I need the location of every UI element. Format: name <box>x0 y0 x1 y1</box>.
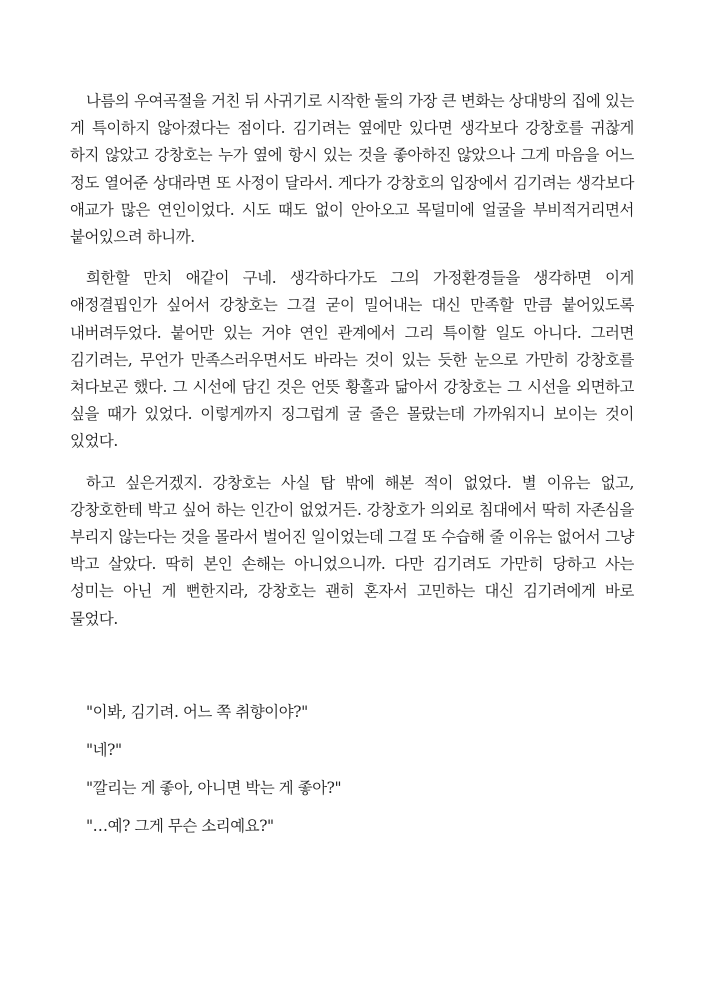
body-paragraph: 하고 싶은거겠지. 강창호는 사실 탑 밖에 해본 적이 없었다. 별 이유는 없고, 강창호한테 박고 싶어 하는 인간이 없었거든. 강창호가 의외로 침대에서 딱히 자존심을 부리지 않는다는 것을 몰라서 벌어진 일이었는데 그걸 또 수습해 줄 이유는 없어서 그냥 박고 살았다. 딱히 본인 손해는 아니었으니까. 다만 김기려도 가만히 당하고 사는 성미는 아닌 게 뻔한지라, 강창호는 괜히 혼자서 고민하는 대신 김기려에게 바로 물었다. <box>70 473 634 628</box>
body-paragraph: 희한할 만치 애같이 구네. 생각하다가도 그의 가정환경들을 생각하면 이게 애정결핍인가 싶어서 강창호는 그걸 굳이 밀어내는 대신 만족할 만큼 붙어있도록 내버려두었다. 붙어만 있는 거야 연인 관계에서 그리 특이할 일도 아니다. 그러면 김기려는, 무언가 만족스러우면서도 바라는 것이 있는 듯한 눈으로 가만히 강창호를 쳐다보곤 했다. 그 시선에 담긴 것은 언뜻 황홀과 닮아서 강창호는 그 시선을 외면하고 싶을 때가 있었다. 이렇게까지 징그럽게 굴 줄은 몰랐는데 가까워지니 보이는 것이 있었다. <box>70 269 634 451</box>
dialogue-line: "이봐, 김기려. 어느 쪽 취향이야?" <box>86 702 308 721</box>
dialogue-line: "네?" <box>86 740 122 759</box>
section-spacer <box>70 647 634 699</box>
document-page <box>70 88 634 851</box>
body-paragraph: 나름의 우여곡절을 거친 뒤 사귀기로 시작한 둘의 가장 큰 변화는 상대방의 집에 있는 게 특이하지 않아졌다는 점이다. 김기려는 옆에만 있다면 생각보다 강창호를 귀찮게 하지 않았고 강창호는 누가 옆에 항시 있는 것을 좋아하진 않았으나 그게 마음을 어느 정도 열어준 상대라면 또 사정이 달라서. 게다가 강창호의 입장에서 김기려는 생각보다 애교가 많은 연인이었다. 시도 때도 없이 안아오고 목덜미에 얼굴을 부비적거리면서 붙어있으려 하니까. <box>70 92 634 247</box>
dialogue-line: "…예? 그게 무슨 소리예요?" <box>86 816 274 835</box>
dialogue-line: "깔리는 게 좋아, 아니면 박는 게 좋아?" <box>86 778 342 797</box>
